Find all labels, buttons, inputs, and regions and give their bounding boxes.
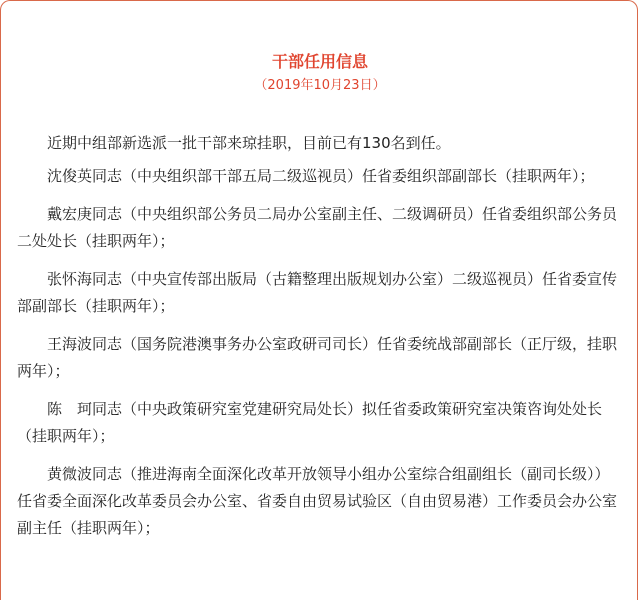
paragraph-appointment: 戴宏庚同志（中央组织部公务员二局办公室副主任、二级调研员）任省委组织部公务员二处处长（挂职两年）； (17, 205, 618, 250)
paragraph-appointment: 陈 珂同志（中央政策研究室党建研究局处长）拟任省委政策研究室决策咨询处处长（挂职两年）； (17, 400, 603, 445)
article-date: （2019年10月23日） (254, 78, 386, 93)
paragraph-appointment: 王海波同志（国务院港澳事务办公室政研司司长）任省委统战部副部长（正厅级，挂职两年）； (17, 335, 618, 380)
paragraph-appointment: 张怀海同志（中央宣传部出版局（古籍整理出版规划办公室）二级巡视员）任省委宣传部副部长（挂职两年）； (17, 270, 618, 315)
paragraph-appointment: 沈俊英同志（中央组织部干部五局二级巡视员）任省委组织部副部长（挂职两年）； (47, 167, 595, 185)
paragraph-intro: 近期中组部新选派一批干部来琼挂职，目前已有130名到任。 (47, 134, 451, 152)
paragraph-appointment: 黄微波同志（推进海南全面深化改革开放领导小组办公室综合组副组长（副司长级））任省委全面深化改革委员会办公室、省委自由贸易试验区（自由贸易港）工作委员会办公室副主任（挂职两年）； (17, 465, 618, 537)
article-body (17, 130, 623, 553)
article-title: 干部任用信息 (271, 52, 368, 71)
